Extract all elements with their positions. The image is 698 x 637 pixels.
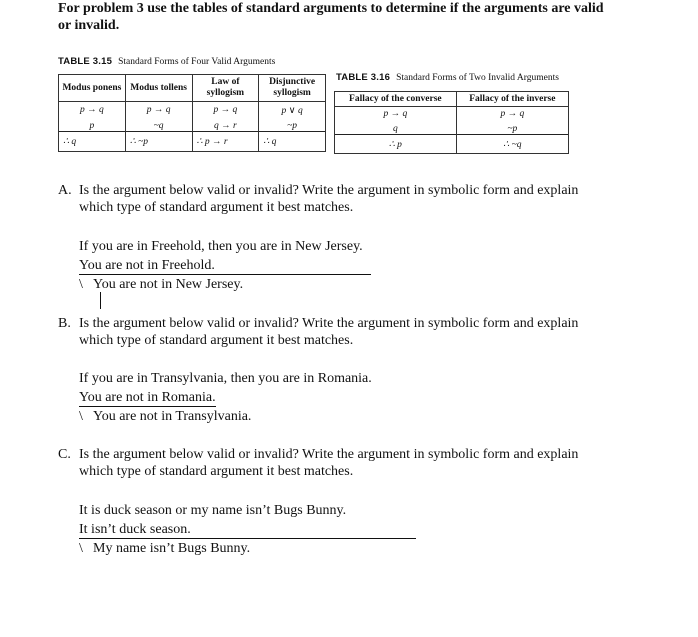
argument-c-conclusion: My name isn’t Bugs Bunny. [93,541,251,556]
argument-a-premise-2: You are not in Freehold. [79,258,371,275]
question-c-label: C. [58,447,71,462]
modus-ponens-cell [59,102,126,152]
question-b-label: B. [58,316,71,331]
premise-1: p → q [146,105,171,115]
conclusion: ∴ q [263,137,277,147]
question-a [58,182,598,216]
argument-c [79,501,424,558]
header-fallacy-of-inverse: Fallacy of the inverse [456,92,568,107]
header-disjunctive-syllogism: Disjunctive syllogism [259,75,326,102]
question-b [58,315,598,349]
premise-2: p [59,121,125,132]
premise-2: ~p [259,121,325,132]
argument-a-conclusion: You are not in New Jersey. [93,277,244,292]
argument-a [79,237,379,294]
question-a-label: A. [58,183,72,198]
valid-arguments-table [58,74,326,152]
question-a-text: Is the argument below valid or invalid? Write the argument in symbolic form and explain which type of standard argument it best matches. [79,183,579,215]
question-c [58,446,598,480]
premise-2: q [335,124,456,135]
fallacy-of-inverse-cell [456,107,568,154]
argument-b-premise-2: You are not in Romania. [79,390,216,405]
argument-b-conclusion: You are not in Transylvania. [93,409,252,424]
table-3-16-label: TABLE 3.16 [336,72,391,83]
table-3-15-title: Standard Forms of Four Valid Arguments [118,57,276,67]
instructions-heading: For problem 3 use the tables of standard arguments to determine if the arguments are valid or invalid. [58,1,604,33]
argument-a-premise-1: If you are in Freehold, then you are in New Jersey. [79,239,363,254]
text-cursor [100,292,101,309]
conclusion: ∴ q [63,137,77,147]
table-3-16-caption [336,72,559,83]
modus-tollens-cell [125,102,192,152]
therefore-symbol: \ [79,541,83,556]
premise-1: p → q [383,109,408,119]
conclusion: ∴ ~q [503,140,522,150]
law-of-syllogism-cell [192,102,259,152]
argument-b-premise-1: If you are in Transylvania, then you are in Romania. [79,371,372,386]
argument-c-premise-1: It is duck season or my name isn’t Bugs Bunny. [79,503,347,518]
question-b-text: Is the argument below valid or invalid? Write the argument in symbolic form and explain which type of standard argument it best matches. [79,316,579,348]
premise-1: p ∨ q [281,106,303,116]
therefore-symbol: \ [79,409,83,424]
premise-1: p → q [80,105,104,115]
argument-c-premise-2: It isn’t duck season. [79,522,416,539]
fallacy-of-converse-cell [335,107,457,154]
table-3-15-caption [58,56,275,67]
therefore-symbol: \ [79,277,83,292]
conclusion: ∴ p [388,140,402,150]
question-c-text: Is the argument below valid or invalid? Write the argument in symbolic form and explain which type of standard argument it best matches. [79,447,579,479]
invalid-arguments-table [334,91,569,154]
disjunctive-syllogism-cell [259,102,326,152]
table-3-15-label: TABLE 3.15 [58,56,113,67]
premise-1: p → q [213,105,238,115]
premise-2: q → r [193,121,259,132]
conclusion: ∴ p → r [196,137,228,147]
header-law-of-syllogism: Law of syllogism [192,75,259,102]
premise-2: ~q [126,121,192,132]
conclusion: ∴ ~p [129,137,149,147]
table-3-16-title: Standard Forms of Two Invalid Arguments [396,73,559,83]
premise-2: ~p [457,124,568,135]
header-modus-ponens: Modus ponens [59,75,126,102]
premise-1: p → q [500,109,525,119]
argument-b [79,369,419,426]
header-fallacy-of-converse: Fallacy of the converse [335,92,457,107]
header-modus-tollens: Modus tollens [125,75,192,102]
